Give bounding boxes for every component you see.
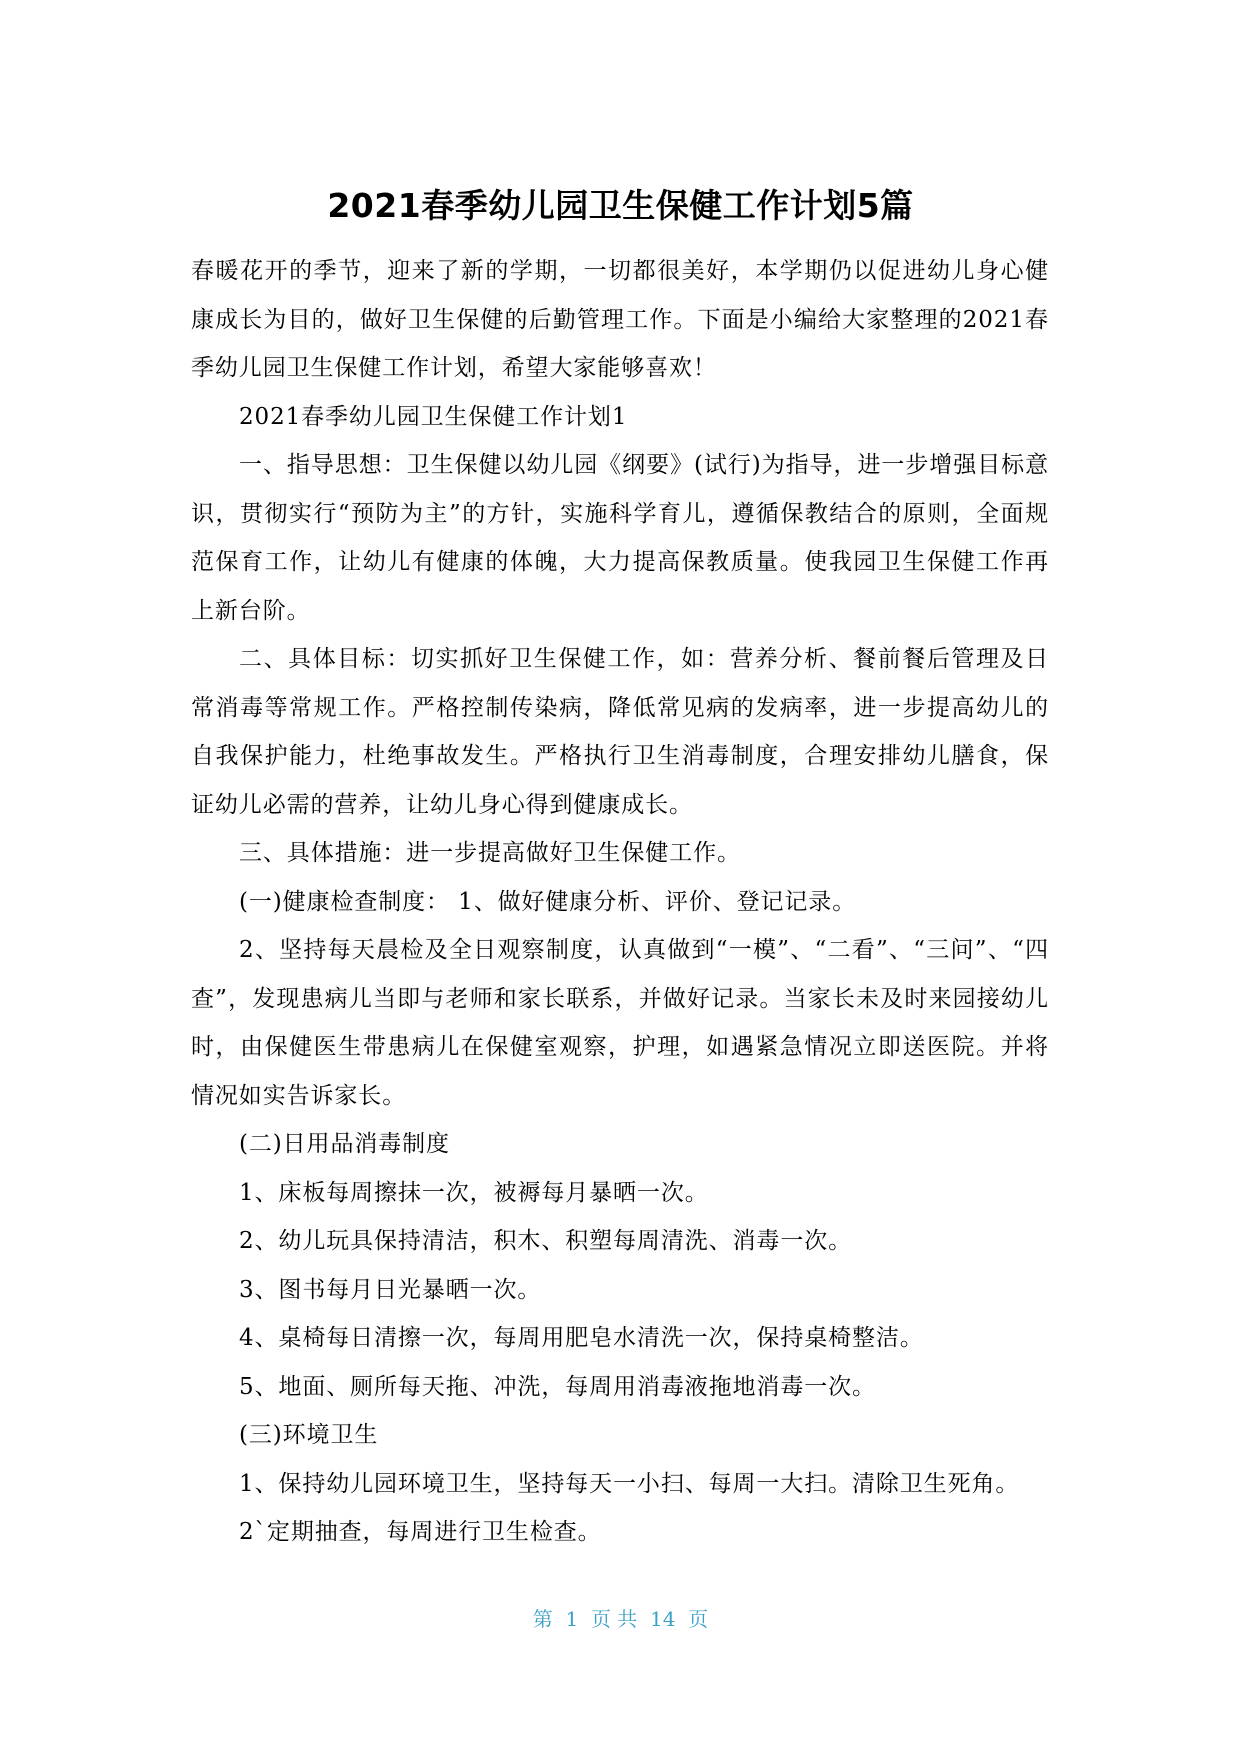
list-item: 3、图书每月日光暴晒一次。 [239,1276,542,1303]
paragraph-environment-heading: (三)环境卫生 [239,1422,379,1448]
list-item: 4、桌椅每日清擦一次，每周用肥皂水清洗一次，保持桌椅整洁。 [239,1325,924,1351]
paragraph-specific-goals: 二、具体目标：切实抓好卫生保健工作，如：营养分析、餐前餐后管理及日常消毒等常规工作。严格控制传染病，降低常见病的发病率，进一步提高幼儿的自我保护能力，杜绝事故发生。严格执行卫生消毒制度，合理安排幼儿膳食，保证幼儿必需的营养，让幼儿身心得到健康成长。 [191,646,1049,818]
paragraph-morning-check: 2、坚持每天晨检及全日观察制度，认真做到“一模”、“二看”、“三问”、“四查”，发现患病儿当即与老师和家长联系，并做好记录。当家长未及时来园接幼儿时，由保健医生带患病儿在保健室观察，护理，如遇紧急情况立即送医院。并将情况如实告诉家长。 [191,937,1049,1109]
paragraph-health-check: (一)健康检查制度： 1、做好健康分析、评价、登记记录。 [239,888,857,915]
page-number-footer: 第 1 页 共 14 页 [532,1607,709,1631]
list-item: 2`定期抽查，每周进行卫生检查。 [239,1519,602,1545]
paragraph-disinfection-heading: (二)日用品消毒制度 [239,1131,450,1157]
list-item: 5、地面、厕所每天拖、冲洗，每周用消毒液拖地消毒一次。 [239,1373,876,1400]
document-title: 2021春季幼儿园卫生保健工作计划5篇 [327,186,914,225]
paragraph-specific-measures: 三、具体措施：进一步提高做好卫生保健工作。 [239,840,741,866]
paragraph-section-heading: 2021春季幼儿园卫生保健工作计划1 [239,403,628,430]
document-body [191,247,1049,1557]
list-item: 1、保持幼儿园环境卫生，坚持每天一小扫、每周一大扫。清除卫生死角。 [239,1470,1020,1497]
paragraph-intro: 春暖花开的季节，迎来了新的学期，一切都很美好，本学期仍以促进幼儿身心健康成长为目的，做好卫生保健的后勤管理工作。下面是小编给大家整理的2021春季幼儿园卫生保健工作计划，希望大家能够喜欢！ [191,258,1049,381]
list-item: 2、幼儿玩具保持清洁，积木、积塑每周清洗、消毒一次。 [239,1228,853,1254]
paragraph-guiding-ideology: 一、指导思想：卫生保健以幼儿园《纲要》(试行)为指导，进一步增强目标意识，贯彻实行“预防为主”的方针，实施科学育儿，遵循保教结合的原则，全面规范保育工作，让幼儿有健康的体魄，大力提高保教质量。使我园卫生保健工作再上新台阶。 [191,452,1049,624]
list-item: 1、床板每周擦抹一次，被褥每月暴晒一次。 [239,1179,709,1206]
